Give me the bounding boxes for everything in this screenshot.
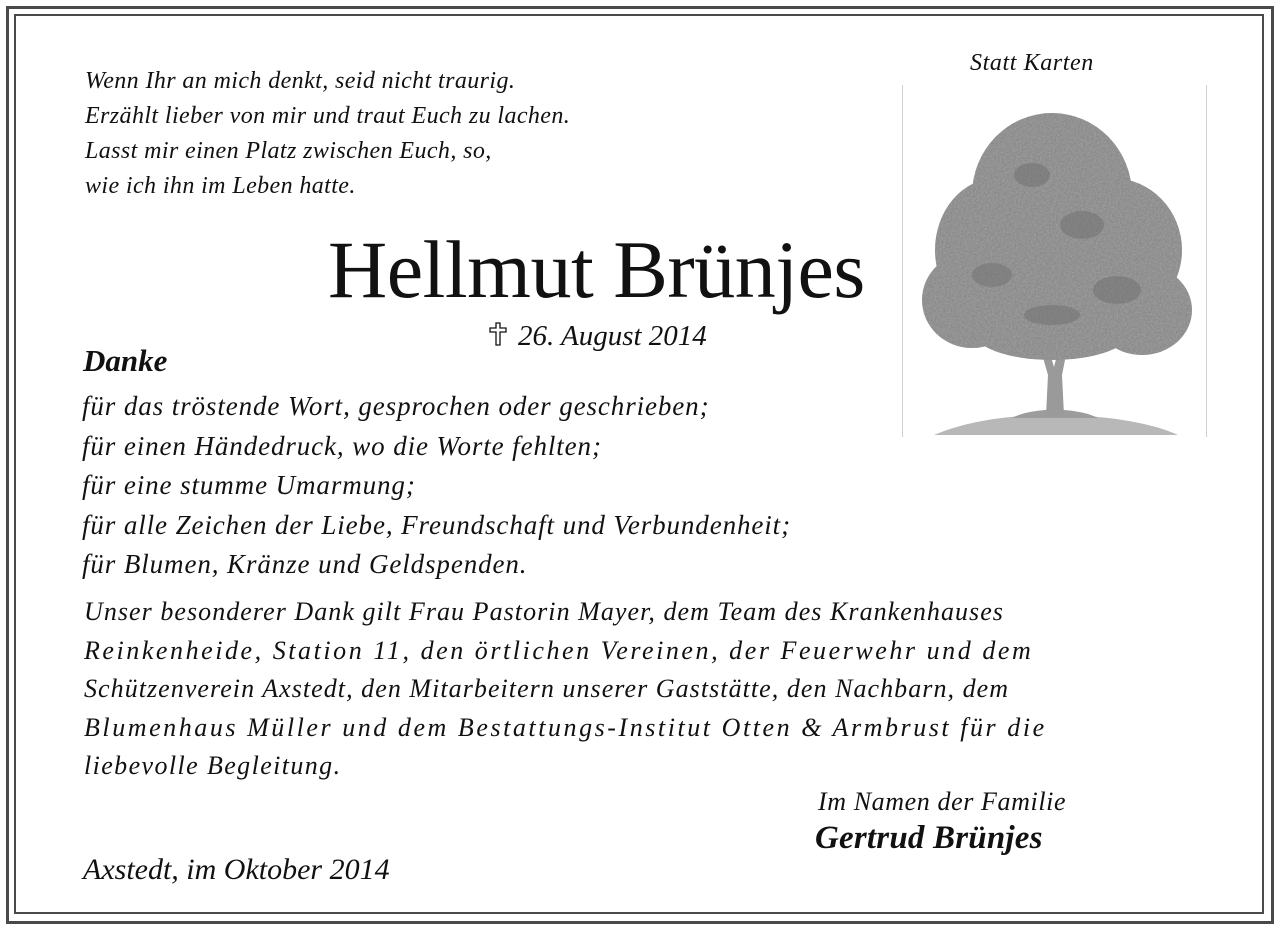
tree-icon: [902, 85, 1207, 437]
danke-list: [82, 387, 791, 585]
danke-line: für einen Händedruck, wo die Worte fehlten;: [82, 430, 602, 461]
signer-name: Gertrud Brünjes: [815, 820, 1043, 856]
statt-karten-label: Statt Karten: [970, 50, 1094, 76]
special-thanks-line: Unser besonderer Dank gilt Frau Pastorin Mayer, dem Team des Krankenhauses: [84, 597, 1004, 626]
danke-heading: Danke: [83, 343, 168, 378]
poem-line: Lasst mir einen Platz zwischen Euch, so,: [85, 138, 492, 164]
family-label: Im Namen der Familie: [818, 787, 1067, 816]
danke-line: für alle Zeichen der Liebe, Freundschaft und Verbundenheit;: [82, 509, 791, 540]
special-thanks-line: Blumenhaus Müller und dem Bestattungs-Institut Otten & Armbrust für die: [84, 712, 1047, 742]
image-border-right: [1206, 85, 1207, 437]
image-border-left: [902, 85, 903, 437]
poem: [85, 64, 570, 204]
cross-icon: [488, 321, 510, 354]
danke-line: für das tröstende Wort, gesprochen oder geschrieben;: [82, 391, 710, 421]
place-date: Axstedt, im Oktober 2014: [83, 853, 390, 886]
tree-image: [902, 85, 1207, 437]
special-thanks-line: liebevolle Begleitung.: [84, 751, 342, 780]
special-thanks-line: Reinkenheide, Station 11, den örtlichen Vereinen, der Feuerwehr und dem: [84, 635, 1034, 665]
poem-line: Erzählt lieber von mir und traut Euch zu lachen.: [85, 103, 571, 129]
death-date-line: [488, 320, 707, 354]
deceased-name: Hellmut Brünjes: [328, 224, 865, 315]
poem-line: Wenn Ihr an mich denkt, seid nicht traurig.: [85, 68, 516, 94]
death-date: 26. August 2014: [518, 320, 707, 352]
special-thanks: [84, 593, 1184, 786]
special-thanks-line: Schützenverein Axstedt, den Mitarbeitern unserer Gaststätte, den Nachbarn, dem: [84, 674, 1010, 703]
danke-line: für Blumen, Kränze und Geldspenden.: [82, 549, 528, 579]
poem-line: wie ich ihn im Leben hatte.: [85, 173, 356, 199]
danke-line: für eine stumme Umarmung;: [82, 470, 416, 500]
